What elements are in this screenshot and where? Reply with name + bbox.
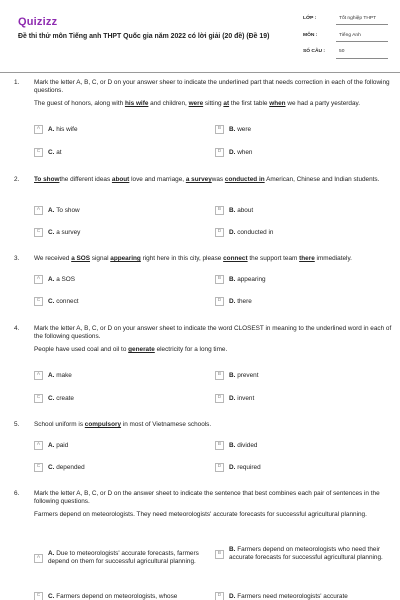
meta-label: MÔN : <box>303 32 318 38</box>
option-letter-box: D <box>215 148 224 157</box>
option-d[interactable]: D D. Farmers need meteorologists' accurate <box>215 592 348 600</box>
meta-row-subject <box>300 29 388 43</box>
option-letter-box: D <box>215 297 224 306</box>
meta-row-count <box>300 45 388 59</box>
option-letter: C <box>48 464 53 472</box>
option-letter: A <box>48 276 53 284</box>
meta-row-class <box>300 12 388 26</box>
option-letter: B <box>229 442 234 450</box>
question-1 <box>14 79 392 109</box>
worksheet-header <box>0 0 400 72</box>
underlined-part: compulsory <box>84 421 122 428</box>
option-letter-box: D <box>215 592 224 600</box>
sentence-text: the support team <box>247 255 300 262</box>
option-b[interactable]: B B. prevent <box>215 371 259 381</box>
option-letter: B <box>229 207 234 215</box>
option-b[interactable]: B B. were <box>215 125 251 135</box>
meta-label: SỐ CÂU : <box>303 49 326 55</box>
sentence-text: School uniform is <box>34 421 85 428</box>
underlined-part: there <box>299 255 315 262</box>
option-letter-box: B <box>215 550 224 559</box>
option-b[interactable]: B B. Farmers depend on meteorologists who need their accurate forecasts for successful agricultural planning. <box>215 546 390 563</box>
question-sentence <box>34 176 392 184</box>
option-c[interactable]: C C. Farmers depend on meteorologists, whose <box>34 592 177 600</box>
sentence-text: Farmers depend on meteorologists. They need meteorologists' accurate forecasts for successful agricultural planning. <box>34 511 367 519</box>
meta-value: Tiếng Anh <box>336 29 388 42</box>
option-letter: C <box>48 298 53 306</box>
option-letter: A <box>48 372 53 380</box>
option-letter: C <box>48 395 53 403</box>
option-letter-box: B <box>215 371 224 380</box>
underlined-part: at <box>223 100 230 108</box>
question-3 <box>14 255 392 263</box>
underlined-part: were <box>188 100 204 108</box>
option-d[interactable]: D D. conducted in <box>215 228 273 238</box>
option-text: a SOS <box>56 276 76 284</box>
document-title: Đề thi thử môn Tiếng anh THPT Quốc gia năm 2022 có lời giải (20 đề) (Đề 19) <box>18 33 270 40</box>
option-letter: A <box>48 442 53 450</box>
option-a[interactable]: A A. Due to meteorologists' accurate forecasts, farmers depend on them for successful agricultural planning. <box>34 550 199 567</box>
option-letter-box: C <box>34 148 43 157</box>
sentence-text: immediately. <box>314 255 352 262</box>
option-text: depended <box>56 464 85 472</box>
question-number: 2. <box>14 176 20 183</box>
question-number: 6. <box>14 490 20 497</box>
underlined-part: conducted in <box>224 176 265 183</box>
question-number: 3. <box>14 255 20 262</box>
question-number: 5. <box>14 421 20 428</box>
option-text: at <box>56 149 62 157</box>
option-text: paid <box>56 442 69 450</box>
option-b[interactable]: B B. about <box>215 206 253 216</box>
option-c[interactable]: C C. a survey <box>34 228 80 238</box>
option-letter: C <box>48 229 53 237</box>
underlined-part: appearing <box>110 255 141 262</box>
option-letter: C <box>48 593 53 600</box>
option-d[interactable]: D D. when <box>215 148 252 158</box>
sentence-text: love and marriage, <box>129 176 186 183</box>
option-text: his wife <box>56 126 78 134</box>
option-letter-box: B <box>215 441 224 450</box>
option-letter: D <box>229 593 234 600</box>
option-text: there <box>237 298 252 306</box>
underlined-part: a SOS <box>71 255 91 262</box>
option-letter-box: A <box>34 275 43 284</box>
option-letter: B <box>229 546 234 553</box>
option-letter: D <box>229 395 234 403</box>
underlined-part: a survey <box>185 176 212 183</box>
option-text: divided <box>237 442 258 450</box>
option-letter-box: A <box>34 125 43 134</box>
option-text: create <box>56 395 74 403</box>
question-sentence <box>34 100 392 108</box>
underlined-part: about <box>111 176 130 183</box>
option-text: make <box>56 372 72 380</box>
option-text: a survey <box>56 229 81 237</box>
option-letter: B <box>229 276 234 284</box>
underlined-part: his wife <box>124 100 149 108</box>
option-a[interactable]: A A. To show <box>34 206 80 216</box>
option-b[interactable]: B B. divided <box>215 441 257 451</box>
option-letter-box: C <box>34 394 43 403</box>
meta-value: Tốt nghiệp THPT <box>336 12 388 25</box>
underlined-part: To show <box>34 176 60 183</box>
sentence-text: in most of Vietnamese schools. <box>121 421 212 428</box>
sentence-text: American, Chinese and Indian students. <box>264 176 380 183</box>
option-letter: A <box>48 207 53 215</box>
option-c[interactable]: C C. connect <box>34 297 79 307</box>
option-text: Farmers depend on meteorologists, whose <box>56 593 178 600</box>
option-text: appearing <box>237 276 266 284</box>
option-text: conducted in <box>237 229 274 237</box>
option-text: Farmers need meteorologists' accurate <box>237 593 348 600</box>
question-2 <box>14 176 392 184</box>
question-sentence <box>34 421 392 429</box>
option-letter-box: A <box>34 441 43 450</box>
option-letter-box: B <box>215 125 224 134</box>
option-text: about <box>237 207 254 215</box>
option-d[interactable]: D D. invent <box>215 394 254 404</box>
question-sentence <box>34 511 392 519</box>
option-text: connect <box>56 298 79 306</box>
meta-value: 50 <box>336 45 388 58</box>
sentence-text: sitting <box>203 100 224 108</box>
option-c[interactable]: C C. at <box>34 148 62 158</box>
option-letter-box: C <box>34 592 43 600</box>
question-instruction: Mark the letter A, B, C, or D on your answer sheet to indicate the word CLOSEST in meaning to the underlined word in each of the following questions. <box>34 325 392 341</box>
question-instruction: Mark the letter A, B, C, or D on your answer sheer to indicate the underlined part that needs correction in each of the following questions. <box>34 79 390 95</box>
option-text: Farmers depend on meteorologists who need their accurate forecasts for successful agricultural planning. <box>229 546 383 562</box>
sentence-text: the first table <box>229 100 270 108</box>
underlined-part: generate <box>128 346 155 354</box>
sentence-text: was <box>211 176 225 183</box>
sentence-text: right here in this city, please <box>140 255 224 262</box>
question-number: 1. <box>14 79 20 86</box>
option-a[interactable]: A A. his wife <box>34 125 78 135</box>
sentence-text: The guest of honors, along with <box>34 100 125 108</box>
sentence-text: and children, <box>148 100 189 108</box>
option-text: To show <box>56 207 80 215</box>
option-d[interactable]: D D. there <box>215 297 252 307</box>
option-letter: A <box>48 126 53 134</box>
option-letter-box: A <box>34 371 43 380</box>
option-letter-box: C <box>34 463 43 472</box>
sentence-text: electricity for a long time. <box>154 346 228 354</box>
option-letter-box: D <box>215 394 224 403</box>
option-letter: D <box>229 464 234 472</box>
option-c[interactable]: C C. create <box>34 394 74 404</box>
sentence-text: the different ideas <box>59 176 112 183</box>
option-letter: D <box>229 149 234 157</box>
option-text: prevent <box>237 372 259 380</box>
meta-box <box>300 12 388 62</box>
option-letter: B <box>229 372 234 380</box>
option-letter: B <box>229 126 234 134</box>
option-c[interactable]: C C. depended <box>34 463 85 473</box>
sentence-text: People have used coal and oil to <box>34 346 129 354</box>
option-text: Due to meteorologists' accurate forecasts, farmers depend on them for successful agricultural planning. <box>48 550 199 566</box>
underlined-part: when <box>269 100 286 108</box>
option-letter: C <box>48 149 53 157</box>
question-sentence <box>34 255 392 263</box>
question-sentence <box>34 346 392 354</box>
option-a[interactable]: A A. make <box>34 371 72 381</box>
option-a[interactable]: A A. paid <box>34 441 68 451</box>
option-letter: A <box>48 550 53 557</box>
quizizz-logo: Quizizz <box>18 16 58 28</box>
option-letter-box: B <box>215 275 224 284</box>
option-letter-box: D <box>215 463 224 472</box>
question-5 <box>14 421 392 429</box>
sentence-text: signal <box>90 255 111 262</box>
option-letter-box: A <box>34 554 43 563</box>
option-letter-box: A <box>34 206 43 215</box>
option-letter-box: D <box>215 228 224 237</box>
option-letter: D <box>229 229 234 237</box>
sentence-text: we had a party yesterday. <box>285 100 361 108</box>
header-divider <box>0 72 400 73</box>
option-b[interactable]: B B. appearing <box>215 275 266 285</box>
option-text: were <box>237 126 252 134</box>
option-text: required <box>237 464 261 472</box>
option-d[interactable]: D D. required <box>215 463 261 473</box>
question-4 <box>14 325 392 355</box>
option-text: when <box>237 149 253 157</box>
option-text: invent <box>237 395 255 403</box>
option-letter-box: C <box>34 228 43 237</box>
underlined-part: connect <box>223 255 248 262</box>
sentence-text: We received <box>34 255 72 262</box>
meta-label: LỚP : <box>303 16 317 21</box>
option-letter-box: B <box>215 206 224 215</box>
option-letter: D <box>229 298 234 306</box>
option-letter-box: C <box>34 297 43 306</box>
option-a[interactable]: A A. a SOS <box>34 275 75 285</box>
question-6 <box>14 490 392 520</box>
question-number: 4. <box>14 325 20 332</box>
question-instruction: Mark the letter A, B, C, or D on the answer sheet to indicate the sentence that best combines each pair of sentences in the following questions. <box>34 490 380 506</box>
